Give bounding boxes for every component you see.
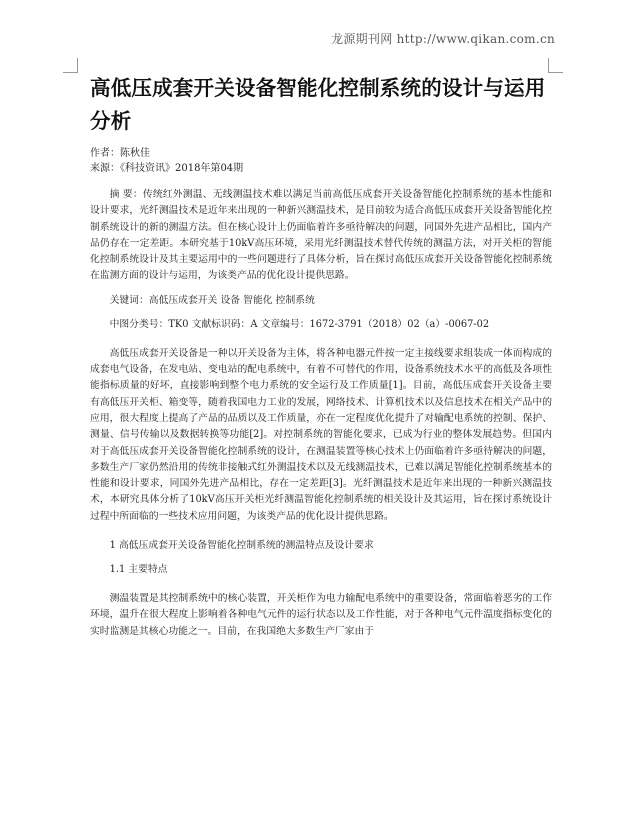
article-source: 来源：《科技资讯》2018年第04期	[90, 163, 244, 174]
article-title: 高低压成套开关设备智能化控制系统的设计与运用分析	[90, 76, 546, 133]
article-body	[90, 72, 552, 640]
crop-mark-top-right	[548, 58, 563, 73]
keywords-line: 关键词：高低压成套开关 设备 智能化 控制系统	[109, 294, 315, 306]
site-header: 龙源期刊网 http://www.qikan.com.cn	[331, 32, 555, 46]
article-author: 作者：陈秋佳	[90, 148, 150, 159]
section-heading-1: 1 高低压成套开关设备智能化控制系统的测温特点及设计要求	[109, 540, 374, 552]
abstract-paragraph: 摘 要：传统红外测温、无线测温技术难以满足当前高低压成套开关设备智能化控制系统的基本性能和设计要求，光纤测温技术是近年来出现的一种新兴测温技术，是目前较为适合高低压成套开关设备智能化控制系统设计的新的测温方法。但在核心设计上仍面临着许多亟待解决的问题，同国外先进产品相比，国内产品仍存在一定差距。本研究基于10kV高压环境，采用光纤测温技术替代传统的测温方法，对开关柜的智能化控制系统设计及其主要运用中的一些问题进行了具体分析，旨在探讨高低压成套开关设备智能化控制系统在监测方面的设计与运用，为该类产品的优化设计提供思路。	[90, 189, 552, 282]
classification-line: 中图分类号：TK0 文献标识码：A 文章编号：1672-3791（2018）02（a）-0067-02	[109, 318, 490, 330]
crop-mark-top-left	[63, 58, 78, 73]
intro-paragraph: 高低压成套开关设备是一种以开关设备为主体，将各种电器元件按一定主接线要求组装成一体而构成的成套电气设备，在发电站、变电站的配电系统中，有着不可替代的作用，设备系统技术水平的高低及各项性能指标质量的好坏，直接影响到整个电力系统的安全运行及工作质量[1]。目前，高低压成套开关设备主要有高低压开关柜、箱变等，随着我国电力工业的发展，网络技术、计算机技术以及信息技术在相关产品中的应用，很大程度上提高了产品的品质以及工作质量，亦在一定程度优化提升了对输配电系统的控制、保护、测量、信号传输以及数据转换等功能[2]。对控制系统的智能化要求，已成为行业的整体发展趋势。但国内对于高低压成套开关设备智能化控制系统的设计，在测温装置等核心技术上仍面临着许多亟待解决的问题，多数生产厂家仍然沿用的传统非接触式红外测温技术以及无线测温技术，已难以满足智能化控制系统基本的性能和设计要求，同国外先进产品相比，存在一定差距[3]。光纤测温技术是近年来出现的一种新兴测温技术，本研究具体分析了10kV高压开关柜光纤测温智能化控制系统的相关设计及其运用，旨在探讨系统设计过程中所面临的一些技术应用问题，为该类产品的优化设计提供思路。	[90, 347, 552, 522]
section-1-1-paragraph: 测温装置是其控制系统中的核心装置，开关柜作为电力输配电系统中的重要设备，常面临着恶劣的工作环境，温升在很大程度上影响着各种电气元件的运行状态以及工作性能，对于各种电气元件温度指标变化的实时监测是其核心功能之一。目前，在我国绝大多数生产厂家由于	[90, 593, 552, 637]
section-heading-1-1: 1.1 主要特点	[109, 564, 168, 576]
